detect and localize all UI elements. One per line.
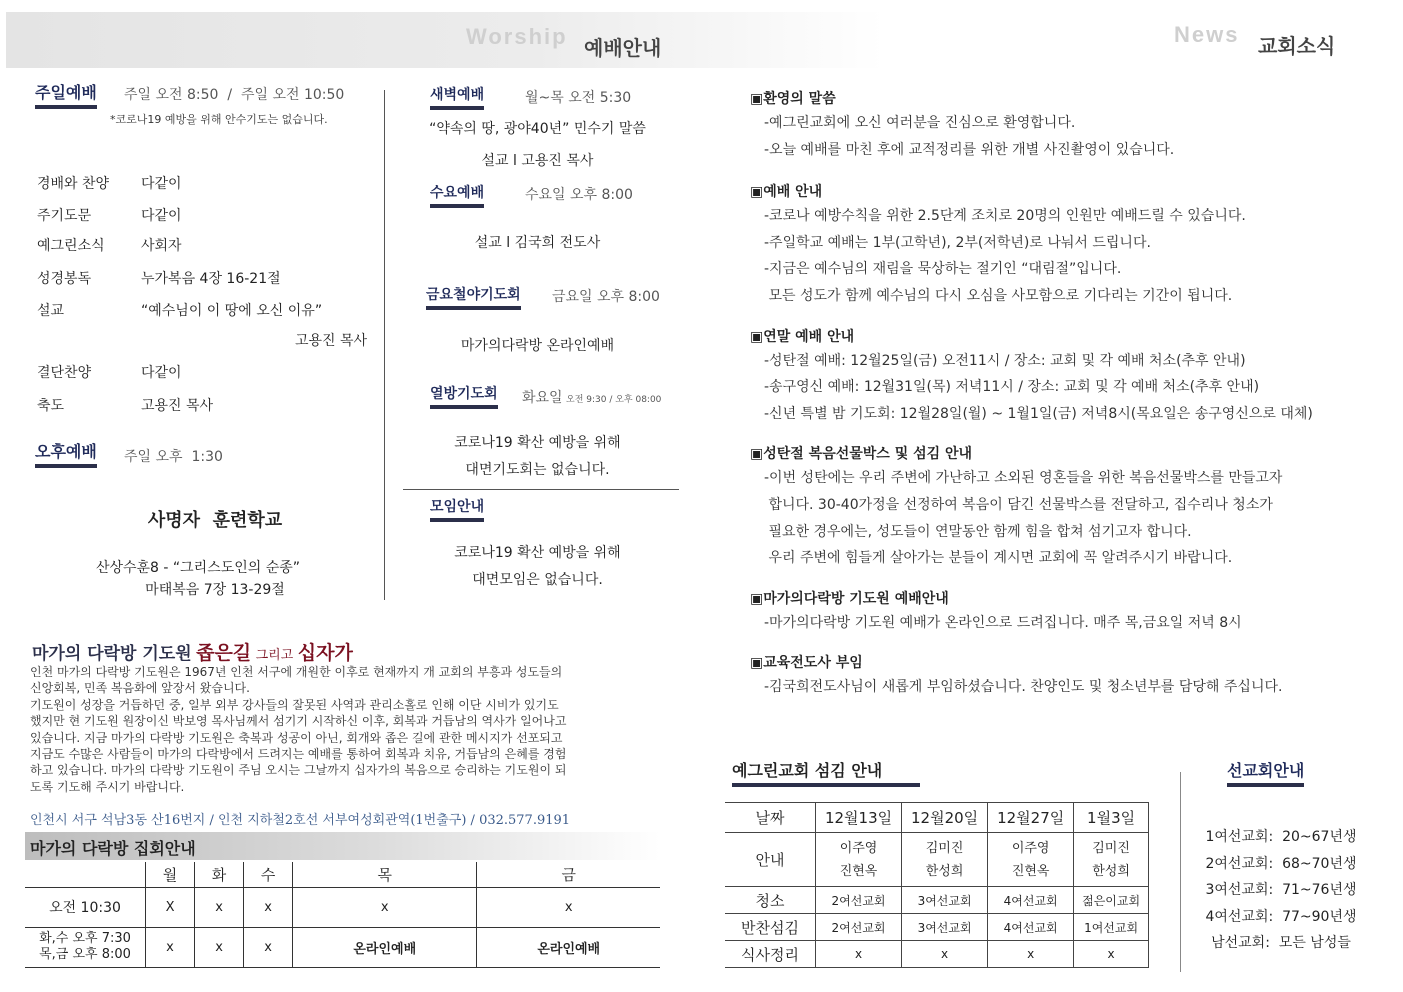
- magga-title-d: 십자가: [297, 642, 353, 664]
- magga-body-line: 지금도 수많은 사람들이 마가의 다락방에서 드려지는 예배를 통하여 회복과 치유, 거듭남의 은혜를 경험: [30, 747, 567, 762]
- table-cell: [988, 833, 1074, 887]
- serving-header-cell: 12월13일: [816, 803, 902, 833]
- table-cell: 2여선교회: [816, 914, 902, 941]
- table-row: [25, 887, 660, 927]
- wednesday-time: 수요일 오후 8:00: [525, 187, 633, 203]
- table-cell: [816, 833, 902, 887]
- header-band: [6, 12, 884, 68]
- serving-header-cell: 1월3일: [1074, 803, 1149, 833]
- yeolbang-line1: 코로나19 확산 예방을 위해: [454, 435, 621, 451]
- news-line: 필요한 경우에는, 성도들이 연말동안 함께 힘을 합쳐 섬기고자 합니다.: [764, 523, 1192, 540]
- magga-body-line: 했지만 현 기도원 원장이신 박보영 목사님께서 섬기기 시작하신 이후, 회복과 거듭남의 역사가 일어나고: [30, 714, 567, 729]
- order-value: 사회자: [141, 238, 182, 254]
- news-section: [750, 588, 1390, 637]
- row-label: 반찬섬김: [725, 914, 816, 941]
- table-cell: x: [195, 887, 244, 927]
- table-cell: 1여선교회: [1074, 914, 1149, 941]
- news-section: [750, 443, 1390, 571]
- news-heading: ▣환영의 말씀: [750, 91, 836, 107]
- magga-title: [32, 638, 353, 665]
- dawn-time: 월~목 오전 5:30: [525, 90, 632, 106]
- column-divider: [384, 90, 385, 600]
- mission-list: [1186, 824, 1376, 957]
- magga-body-line: 하고 있습니다. 마가의 다락방 기도원이 주님 오시는 그날까지 십자가의 복음으로 승리하는 기도원이 되: [30, 763, 567, 778]
- row-label-a: 화,수 오후 7:30: [39, 931, 131, 946]
- news-section: [750, 88, 1390, 163]
- day-col: 금: [477, 862, 660, 887]
- table-cell: x: [244, 927, 293, 967]
- magga-address: 인천시 서구 석남3동 산16번지 / 인천 지하철2호선 서부여성회관역(1번출구) / 032.577.9191: [30, 813, 571, 828]
- news-list: [750, 88, 1390, 717]
- news-heading: ▣연말 예배 안내: [750, 328, 855, 345]
- magga-title-c: 그리고: [255, 648, 294, 663]
- news-line: -주일학교 예배는 1부(고학년), 2부(저학년)로 나눠서 드립니다.: [764, 234, 1151, 251]
- afternoon-line2: 마태복음 7장 13-29절: [145, 582, 285, 598]
- order-key: 성경봉독: [37, 271, 92, 287]
- yeolbang-title: 열방기도회: [430, 383, 498, 409]
- news-en-title: News: [1174, 22, 1240, 47]
- table-cell: x: [816, 941, 902, 968]
- news-heading: ▣교육전도사 부임: [750, 655, 863, 672]
- serving-header-cell: 날짜: [725, 803, 816, 833]
- sunday-title: 주일예배: [35, 80, 97, 109]
- serving-header-cell: 12월27일: [988, 803, 1074, 833]
- table-cell: x: [293, 887, 477, 927]
- news-heading: ▣성탄절 복음선물박스 및 섬김 안내: [750, 446, 973, 463]
- day-col: 목: [293, 862, 477, 887]
- sunday-times: 주일 오전 8:50 / 주일 오전 10:50: [124, 87, 345, 103]
- table-cell: 4여선교회: [988, 914, 1074, 941]
- table-row: [725, 941, 1149, 968]
- wednesday-line1: 설교 l 김국희 전도사: [474, 235, 601, 251]
- news-heading: ▣예배 안내: [750, 184, 823, 201]
- table-cell: x: [988, 941, 1074, 968]
- magga-body-line: 인천 마가의 다락방 기도원은 1967년 인천 서구에 개원한 이후로 현재까지 개 교회의 부흥과 성도들의: [30, 665, 563, 679]
- table-cell: x: [195, 927, 244, 967]
- row-label: 안내: [725, 833, 816, 887]
- table-cell: x: [1074, 941, 1149, 968]
- guide-name: 이주영: [839, 840, 878, 856]
- order-value: 다같이: [141, 208, 182, 224]
- order-value: 다같이: [141, 176, 182, 192]
- news-section: [750, 326, 1390, 428]
- order-value: “예수님이 이 땅에 오신 이유”: [141, 303, 323, 319]
- order-key: 축도: [37, 398, 65, 414]
- afternoon-line1: 산상수훈8 - “그리스도인의 순종”: [95, 560, 301, 576]
- table-row: [725, 833, 1149, 887]
- news-line: 합니다. 30-40가정을 선정하여 복음이 담긴 선물박스를 전달하고, 집수리나 청소가: [764, 496, 1273, 513]
- order-value: 누가복음 4장 16-21절: [141, 271, 281, 287]
- serving-header-cell: 12월20일: [902, 803, 988, 833]
- news-line: -오늘 예배를 마친 후에 교적정리를 위한 개별 사진촬영이 있습니다.: [764, 141, 1175, 158]
- yeolbang-time-a: 화요일: [522, 390, 563, 406]
- dawn-line2: 설교 l 고용진 목사: [481, 153, 594, 169]
- guide-name: 이주영: [1011, 840, 1050, 856]
- day-col: 수: [244, 862, 293, 887]
- meeting-divider: [403, 489, 679, 490]
- news-line: 모든 성도가 함께 예수님의 다시 오심을 사모함으로 기다리는 기간이 됩니다.: [764, 287, 1233, 304]
- serving-title-underline: [732, 783, 920, 787]
- table-row: [725, 887, 1149, 914]
- guide-name: 진현옥: [839, 863, 878, 879]
- serving-table: [725, 802, 1149, 968]
- news-line: -코로나 예방수칙을 위한 2.5단계 조치로 20명의 인원만 예배드릴 수 있습니다.: [764, 208, 1246, 225]
- table-cell: 4여선교회: [988, 887, 1074, 914]
- row-label-b: 목,금 오후 8:00: [39, 947, 131, 962]
- magga-body-line: 도록 기도해 주시기 바랍니다.: [30, 779, 185, 794]
- day-col: 월: [146, 862, 195, 887]
- news-heading: ▣마가의다락방 기도원 예배안내: [750, 590, 949, 607]
- row-label: [25, 927, 146, 967]
- news-line: -예그린교회에 오신 여러분을 진심으로 환영합니다.: [764, 115, 1076, 131]
- guide-name: 진현옥: [1011, 863, 1050, 879]
- table-cell: [1074, 833, 1149, 887]
- news-section: [750, 652, 1390, 701]
- order-key: 설교: [37, 303, 65, 319]
- guide-name: 한성희: [1092, 863, 1130, 879]
- meeting-line1: 코로나19 확산 예방을 위해: [454, 545, 621, 561]
- dawn-title: 새벽예배: [430, 84, 484, 110]
- schedule-title: 마가의 다락방 집회안내: [30, 839, 196, 858]
- worship-ko-title: 예배안내: [584, 36, 662, 60]
- sunday-note: *코로나19 예방을 위해 안수기도는 없습니다.: [110, 113, 328, 126]
- worship-en-title: Worship: [466, 24, 568, 49]
- dawn-line1: “약속의 땅, 광야40년” 민수기 말씀: [429, 121, 646, 137]
- serving-header-row: [725, 803, 1149, 833]
- magga-body-line: 있습니다. 지금 마가의 다락방 기도원은 축복과 성공이 아닌, 회개와 좁은 길에 관한 메시지가 선포되고: [30, 730, 563, 745]
- magga-body: [30, 664, 670, 795]
- friday-time: 금요일 오후 8:00: [552, 289, 660, 305]
- table-cell: 2여선교회: [816, 887, 902, 914]
- news-line: -마가의다락방 기도원 예배가 온라인으로 드려집니다. 매주 목,금요일 저녁 8시: [764, 614, 1242, 631]
- row-label: 식사정리: [725, 941, 816, 968]
- table-cell: 온라인예배: [293, 927, 477, 967]
- schedule-corner: [25, 862, 146, 887]
- magga-body-line: 기도원이 성장을 거듭하던 중, 일부 외부 강사들의 잘못된 사역과 관리소홀로 인해 이단 시비가 있기도: [30, 697, 559, 712]
- mission-item: 4여선교회: 77~90년생: [1205, 908, 1357, 925]
- magga-body-line: 신앙회복, 민족 복음화에 앞장서 왔습니다.: [30, 681, 250, 696]
- friday-line1: 마가의다락방 온라인예배: [460, 338, 615, 354]
- mission-item: 3여선교회: 71~76년생: [1205, 882, 1357, 899]
- table-cell: 3여선교회: [902, 914, 988, 941]
- table-cell: [902, 833, 988, 887]
- afternoon-title: 오후예배: [35, 439, 97, 468]
- mission-divider: [1180, 772, 1181, 972]
- preacher: 고용진 목사: [295, 333, 368, 349]
- schedule-header-row: [25, 862, 660, 887]
- order-key: 예그린소식: [37, 238, 105, 254]
- guide-name: 김미진: [1092, 840, 1130, 856]
- yeolbang-time-b: 오전 9:30 / 오후 08:00: [566, 395, 662, 405]
- magga-schedule-table: [25, 862, 660, 968]
- row-label: 청소: [725, 887, 816, 914]
- friday-title: 금요철야기도회: [426, 284, 521, 310]
- serving-title: 예그린교회 섬김 안내: [732, 761, 883, 780]
- news-line: 우리 주변에 힘들게 살아가는 분들이 계시면 교회에 꼭 알려주시기 바랍니다.: [764, 550, 1233, 567]
- school-title: 사명자 훈련학교: [147, 510, 283, 531]
- order-value: 다같이: [141, 365, 182, 381]
- news-line: -지금은 예수님의 재림을 묵상하는 절기인 “대림절”입니다.: [764, 261, 1122, 278]
- order-key: 경배와 찬양: [37, 176, 110, 192]
- news-section: [750, 181, 1390, 309]
- mission-item: 1여선교회: 20~67년생: [1205, 829, 1357, 845]
- news-line: -이번 성탄에는 우리 주변에 가난하고 소외된 영혼들을 위한 복음선물박스를 만들고자: [764, 470, 1283, 487]
- meeting-line2: 대면모임은 없습니다.: [472, 572, 603, 588]
- news-line: -성탄절 예배: 12월25일(금) 오전11시 / 장소: 교회 및 각 예배 처소(추후 안내): [764, 352, 1246, 369]
- magga-title-a: 마가의 다락방 기도원: [32, 644, 192, 664]
- yeolbang-line2: 대면기도회는 없습니다.: [465, 462, 610, 478]
- guide-name: 한성희: [925, 863, 964, 879]
- order-key: 결단찬양: [37, 365, 92, 381]
- wednesday-title: 수요예배: [430, 182, 484, 208]
- table-row: [25, 927, 660, 967]
- table-cell: x: [902, 941, 988, 968]
- news-line: -송구영신 예배: 12월31일(목) 저녁11시 / 장소: 교회 및 각 예배 처소(추후 안내): [764, 379, 1260, 396]
- news-line: -김국희전도사님이 새롭게 부임하셨습니다. 찬양인도 및 청소년부를 담당해 주십니다.: [764, 679, 1283, 696]
- table-row: [725, 914, 1149, 941]
- row-label: 오전 10:30: [25, 887, 146, 927]
- news-line: -신년 특별 밤 기도회: 12월28일(월) ~ 1월1일(금) 저녁8시(목요일은 송구영신으로 대체): [764, 405, 1313, 422]
- table-cell: x: [477, 887, 660, 927]
- mission-item: 남선교회: 모든 남성들: [1211, 935, 1351, 952]
- table-cell: x: [244, 887, 293, 927]
- mission-item: 2여선교회: 68~70년생: [1205, 855, 1357, 872]
- table-cell: X: [146, 887, 195, 927]
- guide-name: 김미진: [925, 840, 964, 856]
- day-col: 화: [195, 862, 244, 887]
- news-ko-title: 교회소식: [1258, 34, 1336, 58]
- order-value: 고용진 목사: [141, 398, 214, 414]
- mission-title: 선교회안내: [1227, 758, 1304, 787]
- afternoon-time: 주일 오후 1:30: [124, 449, 223, 465]
- table-cell: 온라인예배: [477, 927, 660, 967]
- table-cell: 3여선교회: [902, 887, 988, 914]
- meeting-title: 모임안내: [430, 496, 484, 522]
- table-cell: 젊은이교회: [1074, 887, 1149, 914]
- magga-title-b: 좁은길: [196, 642, 252, 664]
- table-cell: x: [146, 927, 195, 967]
- order-key: 주기도문: [37, 208, 92, 224]
